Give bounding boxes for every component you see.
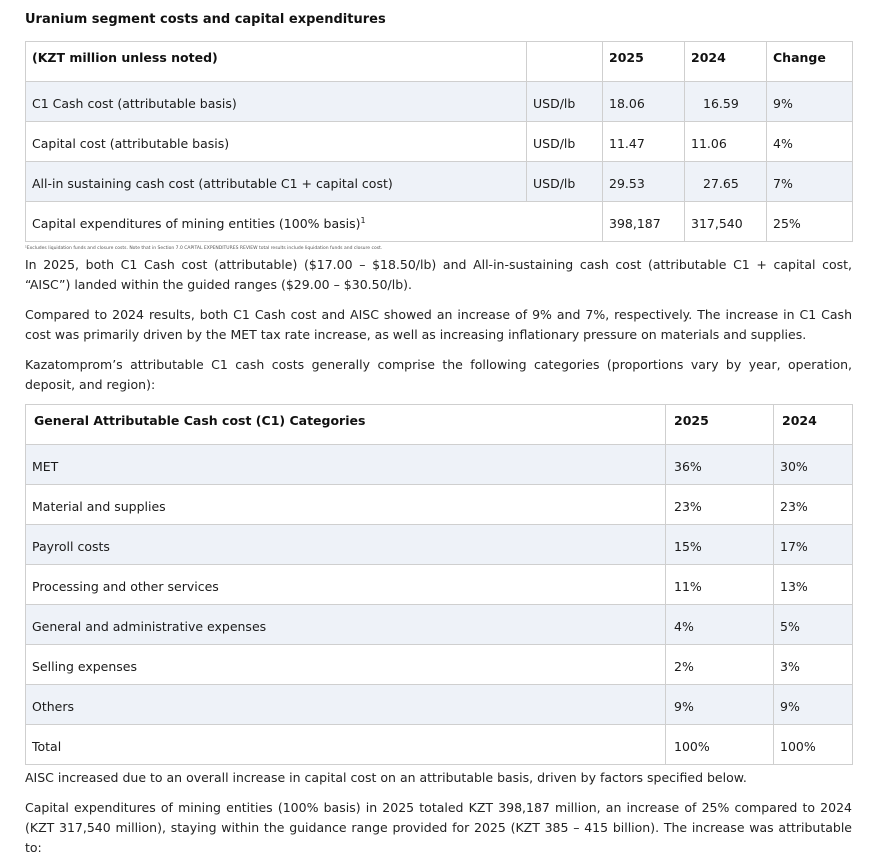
row-2024: 3% xyxy=(774,645,853,685)
row-2025: 9% xyxy=(666,685,774,725)
row-2025: 4% xyxy=(666,605,774,645)
row-label: Capital cost (attributable basis) xyxy=(26,122,527,162)
row-label: Payroll costs xyxy=(26,525,666,565)
table-row xyxy=(26,122,853,162)
row-label: Total xyxy=(26,725,666,765)
table-row xyxy=(26,445,853,485)
header-category: General Attributable Cash cost (C1) Categories xyxy=(26,405,666,445)
section-title: Uranium segment costs and capital expenditures xyxy=(25,12,386,27)
table-row xyxy=(26,82,853,122)
paragraph-categories-intro: Kazatomprom’s attributable C1 cash costs generally comprise the following categories (proportions vary by year, operation, deposit, and region): xyxy=(25,357,852,392)
row-2025: 29.53 xyxy=(603,162,685,202)
row-unit: USD/lb xyxy=(527,122,603,162)
header-units: (KZT million unless noted) xyxy=(26,42,527,82)
row-2025: 2% xyxy=(666,645,774,685)
row-label: Others xyxy=(26,685,666,725)
row-label: All-in sustaining cash cost (attributable C1 + capital cost) xyxy=(26,162,527,202)
row-2025: 18.06 xyxy=(603,82,685,122)
row-2025: 23% xyxy=(666,485,774,525)
table-header-row xyxy=(26,42,853,82)
row-2024: 30% xyxy=(774,445,853,485)
paragraph-capex: Capital expenditures of mining entities (100% basis) in 2025 totaled KZT 398,187 million, an increase of 25% compared to 2024 (KZT 317,540 million), staying within the guidance range provided for 2025 (KZT 385 – 415 billion). The increase was attributable to: xyxy=(25,800,852,855)
row-2025: 15% xyxy=(666,525,774,565)
row-unit: USD/lb xyxy=(527,82,603,122)
row-2024: 27.65 xyxy=(685,162,767,202)
header-2024: 2024 xyxy=(774,405,853,445)
row-change: 4% xyxy=(767,122,853,162)
table-row xyxy=(26,685,853,725)
row-label: Selling expenses xyxy=(26,645,666,685)
c1-categories-table xyxy=(25,404,853,765)
row-label: General and administrative expenses xyxy=(26,605,666,645)
table-footnote: ¹Excludes liquidation funds and closure costs. Note that in Section 7.0 CAPITAL EXPENDITURES REVIEW total results include liquidation funds and closure cost. xyxy=(25,246,383,251)
row-2025: 100% xyxy=(666,725,774,765)
row-label: MET xyxy=(26,445,666,485)
row-2024: 23% xyxy=(774,485,853,525)
header-2024: 2024 xyxy=(685,42,767,82)
table-row xyxy=(26,645,853,685)
header-change: Change xyxy=(767,42,853,82)
footnote-marker: 1 xyxy=(360,215,366,225)
row-2025: 36% xyxy=(666,445,774,485)
table-row xyxy=(26,565,853,605)
header-unit-col xyxy=(527,42,603,82)
row-2024: 16.59 xyxy=(685,82,767,122)
paragraph-guidance: In 2025, both C1 Cash cost (attributable) ($17.00 – $18.50/lb) and All-in-sustaining cash cost (attributable C1 + capital cost, “AISC”) landed within the guided ranges ($29.00 – $30.50/lb). xyxy=(25,257,852,292)
row-2024: 13% xyxy=(774,565,853,605)
row-2024: 11.06 xyxy=(685,122,767,162)
paragraph-aisc: AISC increased due to an overall increase in capital cost on an attributable basis, driven by factors specified below. xyxy=(25,770,747,785)
row-change: 9% xyxy=(767,82,853,122)
table-row xyxy=(26,525,853,565)
header-2025: 2025 xyxy=(603,42,685,82)
row-2025: 11.47 xyxy=(603,122,685,162)
row-2024: 5% xyxy=(774,605,853,645)
row-2024: 9% xyxy=(774,685,853,725)
table-row xyxy=(26,485,853,525)
table-row xyxy=(26,202,853,242)
row-label: Capital expenditures of mining entities (100% basis) xyxy=(32,216,361,231)
row-2024: 317,540 xyxy=(685,202,767,242)
row-label: C1 Cash cost (attributable basis) xyxy=(26,82,527,122)
row-unit: USD/lb xyxy=(527,162,603,202)
table-row xyxy=(26,605,853,645)
row-2025: 11% xyxy=(666,565,774,605)
header-2025: 2025 xyxy=(666,405,774,445)
row-change: 25% xyxy=(767,202,853,242)
row-label-cell xyxy=(26,202,603,242)
row-label: Material and supplies xyxy=(26,485,666,525)
row-2024: 17% xyxy=(774,525,853,565)
row-2024: 100% xyxy=(774,725,853,765)
row-label: Processing and other services xyxy=(26,565,666,605)
row-change: 7% xyxy=(767,162,853,202)
uranium-costs-table xyxy=(25,41,853,242)
table-header-row xyxy=(26,405,853,445)
paragraph-comparison: Compared to 2024 results, both C1 Cash cost and AISC showed an increase of 9% and 7%, respectively. The increase in C1 Cash cost was primarily driven by the MET tax rate increase, as well as increasing inflationary pressure on materials and supplies. xyxy=(25,307,852,342)
table-row xyxy=(26,162,853,202)
row-2025: 398,187 xyxy=(603,202,685,242)
table-row-total xyxy=(26,725,853,765)
